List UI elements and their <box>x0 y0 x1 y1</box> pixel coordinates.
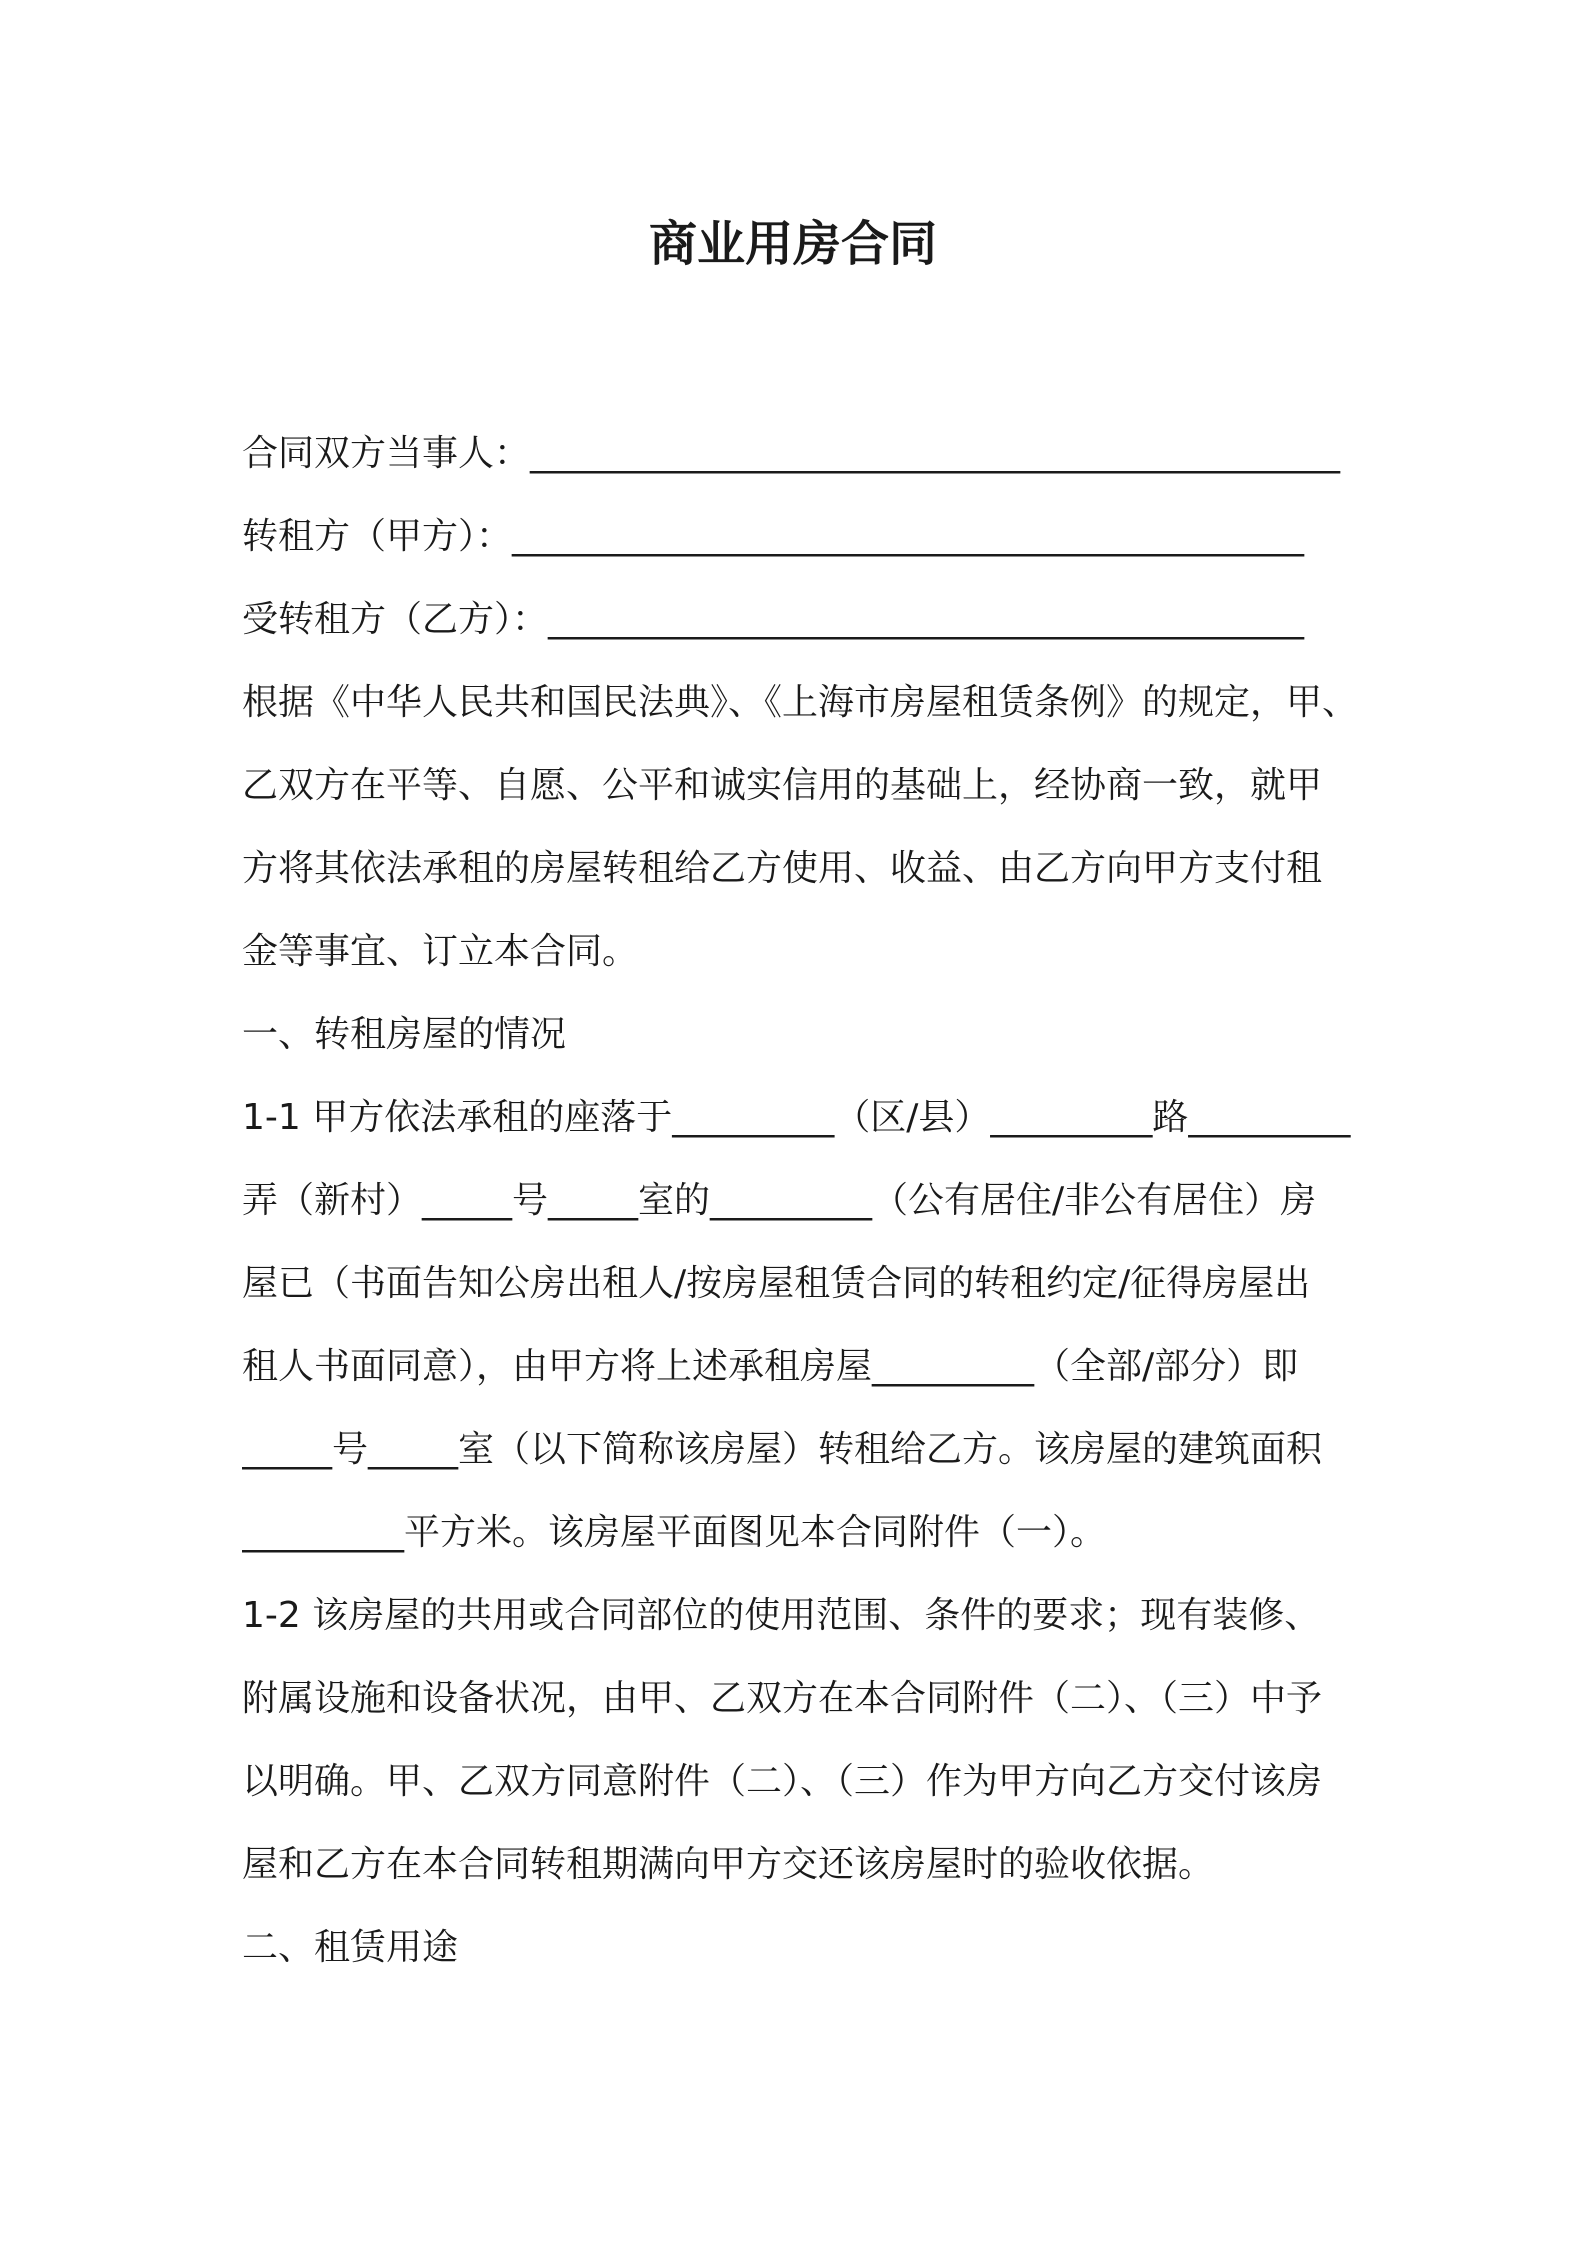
document-body <box>242 412 1362 1989</box>
document-title: 商业用房合同 <box>648 216 937 272</box>
preamble-line: 金等事宜、订立本合同。 <box>242 931 639 972</box>
clause-1-2-line: 附属设施和设备状况，由甲、乙双方在本合同附件（二）、（三）中予 <box>242 1678 1323 1719</box>
clause-1-1-line: _____号_____室（以下简称该房屋）转租给乙方。该房屋的建筑面积 <box>242 1429 1323 1470</box>
sublessee-line: 受转租方（乙方）：__________________________________________ <box>242 599 1305 640</box>
clause-1-2-line: 以明确。甲、乙双方同意附件（二）、（三）作为甲方向乙方交付该房 <box>242 1761 1323 1802</box>
section-heading-1: 一、转租房屋的情况 <box>242 1014 567 1055</box>
preamble-line: 根据《中华人民共和国民法典》、《上海市房屋租赁条例》的规定，甲、 <box>242 682 1359 723</box>
preamble-line: 方将其依法承租的房屋转租给乙方使用、收益、由乙方向甲方支付租 <box>242 848 1323 889</box>
sublessor-line: 转租方（甲方）：____________________________________________ <box>242 516 1305 557</box>
party-line: 合同双方当事人：_____________________________________________ <box>242 433 1341 474</box>
section-heading-2: 二、租赁用途 <box>242 1927 459 1968</box>
clause-1-1-line: 屋已（书面告知公房出租人/按房屋租赁合同的转租约定/征得房屋出 <box>242 1263 1311 1304</box>
clause-1-1-line: 弄（新村）_____号_____室的_________（公有居住/非公有居住）房 <box>242 1180 1317 1221</box>
clause-1-1-line: 1-1 甲方依法承租的座落于_________（区/县）_________路_________ <box>242 1097 1351 1138</box>
clause-1-1-line: 租人书面同意），由甲方将上述承租房屋_________（全部/部分）即 <box>242 1346 1299 1387</box>
clause-1-1-line: _________平方米。该房屋平面图见本合同附件（一）。 <box>242 1512 1107 1553</box>
clause-1-2-line: 1-2 该房屋的共用或合同部位的使用范围、条件的要求；现有装修、 <box>242 1595 1321 1636</box>
clause-1-2-line: 屋和乙方在本合同转租期满向甲方交还该房屋时的验收依据。 <box>242 1844 1215 1885</box>
preamble-line: 乙双方在平等、自愿、公平和诚实信用的基础上，经协商一致，就甲 <box>242 765 1323 806</box>
